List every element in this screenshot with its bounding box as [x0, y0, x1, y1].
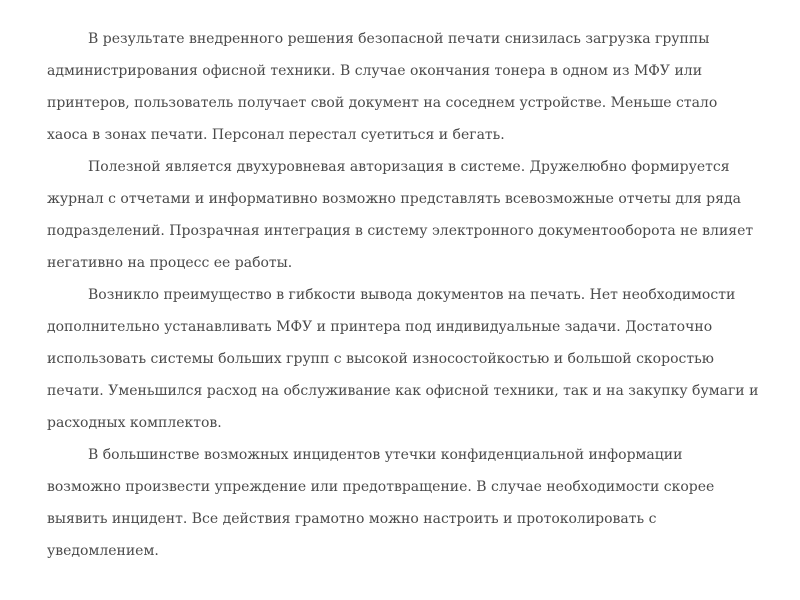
document-page	[47, 23, 760, 567]
paragraph-incident-prevention: В большинстве возможных инцидентов утечки конфиденциальной информации возможно произвести упреждение или предотвращение. В случае необходимости скорее выявить инцидент. Все действия грамотно можно настроить и протоколировать с уведомлением.	[47, 447, 715, 559]
paragraph-secure-printing-results: В результате внедренного решения безопасной печати снизилась загрузка группы администрирования офисной техники. В случае окончания тонера в одном из МФУ или принтеров, пользователь получает свой документ на соседнем устройстве. Меньше стало хаоса в зонах печати. Персонал перестал суетиться и бегать.	[47, 31, 718, 143]
paragraph-two-level-authorization: Полезной является двухуровневая авторизация в системе. Дружелюбно формируется журнал с отчетами и информативно возможно представлять всевозможные отчеты для ряда подразделений. Прозрачная интеграция в систему электронного документооборота не влияет негативно на процесс ее работы.	[47, 159, 754, 271]
paragraph-output-flexibility: Возникло преимущество в гибкости вывода документов на печать. Нет необходимости дополнительно устанавливать МФУ и принтера под индивидуальные задачи. Достаточно использовать системы больших групп с высокой износостойкостью и большой скоростью печати. Уменьшился расход на обслуживание как офисной техники, так и на закупку бумаги и расходных комплектов.	[47, 287, 759, 431]
